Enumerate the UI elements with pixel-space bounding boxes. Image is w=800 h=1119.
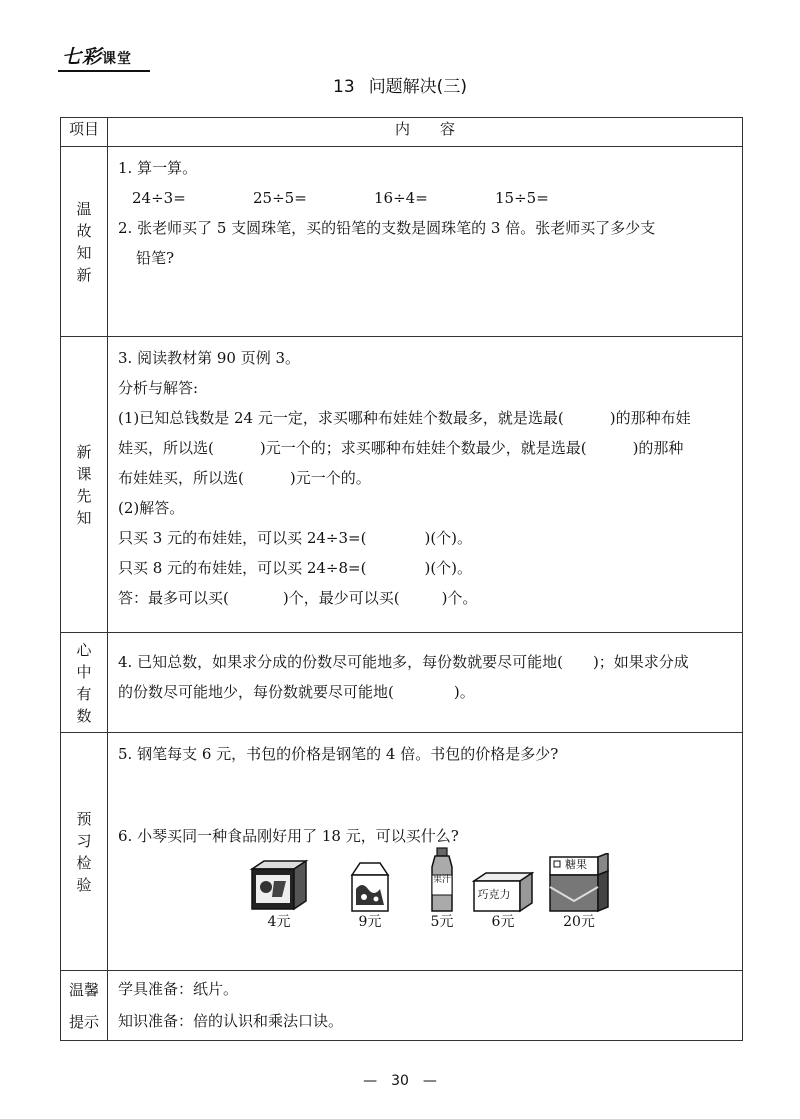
- food-item: 4元: [246, 857, 312, 931]
- calc-row: 24÷3= 25÷5= 16÷4= 15÷5=: [132, 189, 549, 207]
- section-content: 4. 已知总数，如果求分成的份数尽可能地多，每份数就要尽可能地( )；如果求分成 的份数尽可能地少，每份数就要尽可能地( )。: [108, 633, 743, 733]
- food-item: 9元: [344, 859, 396, 931]
- question-6: 6. 小琴买同一种食品刚好用了 18 元，可以买什么?: [118, 827, 459, 845]
- section-preview: [61, 733, 743, 971]
- section-new-lesson: [61, 337, 743, 633]
- section-label: 新 课 先 知: [61, 337, 108, 633]
- col-header-content: 内 容: [108, 118, 743, 147]
- section-tips: [61, 971, 743, 1041]
- section-label: 温馨 提示: [61, 971, 108, 1041]
- food-item: 巧克力 6元: [470, 869, 536, 931]
- section-mind: [61, 633, 743, 733]
- question-2: 2. 张老师买了 5 支圆珠笔，买的铅笔的支数是圆珠笔的 3 倍。张老师买了多少支: [118, 219, 656, 237]
- content-table: [60, 117, 743, 1041]
- food-item: 果汁 5元: [424, 847, 460, 931]
- page-number: — 30 —: [363, 1073, 437, 1089]
- page-title: 13 问题解决(三): [333, 77, 467, 97]
- section-label: 心 中 有 数: [61, 633, 108, 733]
- table-header-row: [61, 118, 743, 147]
- logo: 七彩课堂: [62, 46, 133, 68]
- section-content: [108, 733, 743, 971]
- section-content: 3. 阅读教材第 90 页例 3。 分析与解答: (1)已知总钱数是 24 元一定，求买哪种布娃娃个数最多，就是选最( )的那种布娃 娃买，所以选( )元一个的；求买哪种布娃娃个数最少，就是选最( )的那种 布娃娃买，所以选( )元一个的。 (2)解答。 只买 3 元的布娃娃，可以买 24÷3=( )(个)。 只买 8 元的布娃娃，可以买 24÷8=( )(个)。 答：最多可以买( )个，最少可以买( )个。: [108, 337, 743, 633]
- question-5: 5. 钢笔每支 6 元，书包的价格是钢笔的 4 倍。书包的价格是多少?: [118, 745, 559, 763]
- section-review: [61, 147, 743, 337]
- question-1: 1. 算一算。: [118, 159, 198, 177]
- col-header-item: 项目: [61, 118, 108, 147]
- question-3: 3. 阅读教材第 90 页例 3。: [118, 349, 301, 367]
- food-item: 糖果 20元: [546, 853, 612, 931]
- section-label: 温 故 知 新: [61, 147, 108, 337]
- biscuit-tin-icon: [248, 857, 310, 913]
- section-content: 1. 算一算。 24÷3= 25÷5= 16÷4= 15÷5= 2. 张老师买了 5 支圆珠笔，买的铅笔的支数是圆珠笔的 3 倍。张老师买了多少支 铅笔?: [108, 147, 743, 337]
- section-content: 学具准备：纸片。 知识准备：倍的认识和乘法口诀。: [108, 971, 743, 1041]
- section-label: 预 习 检 验: [61, 733, 108, 971]
- food-options: [118, 855, 732, 965]
- milk-carton-icon: [346, 859, 394, 913]
